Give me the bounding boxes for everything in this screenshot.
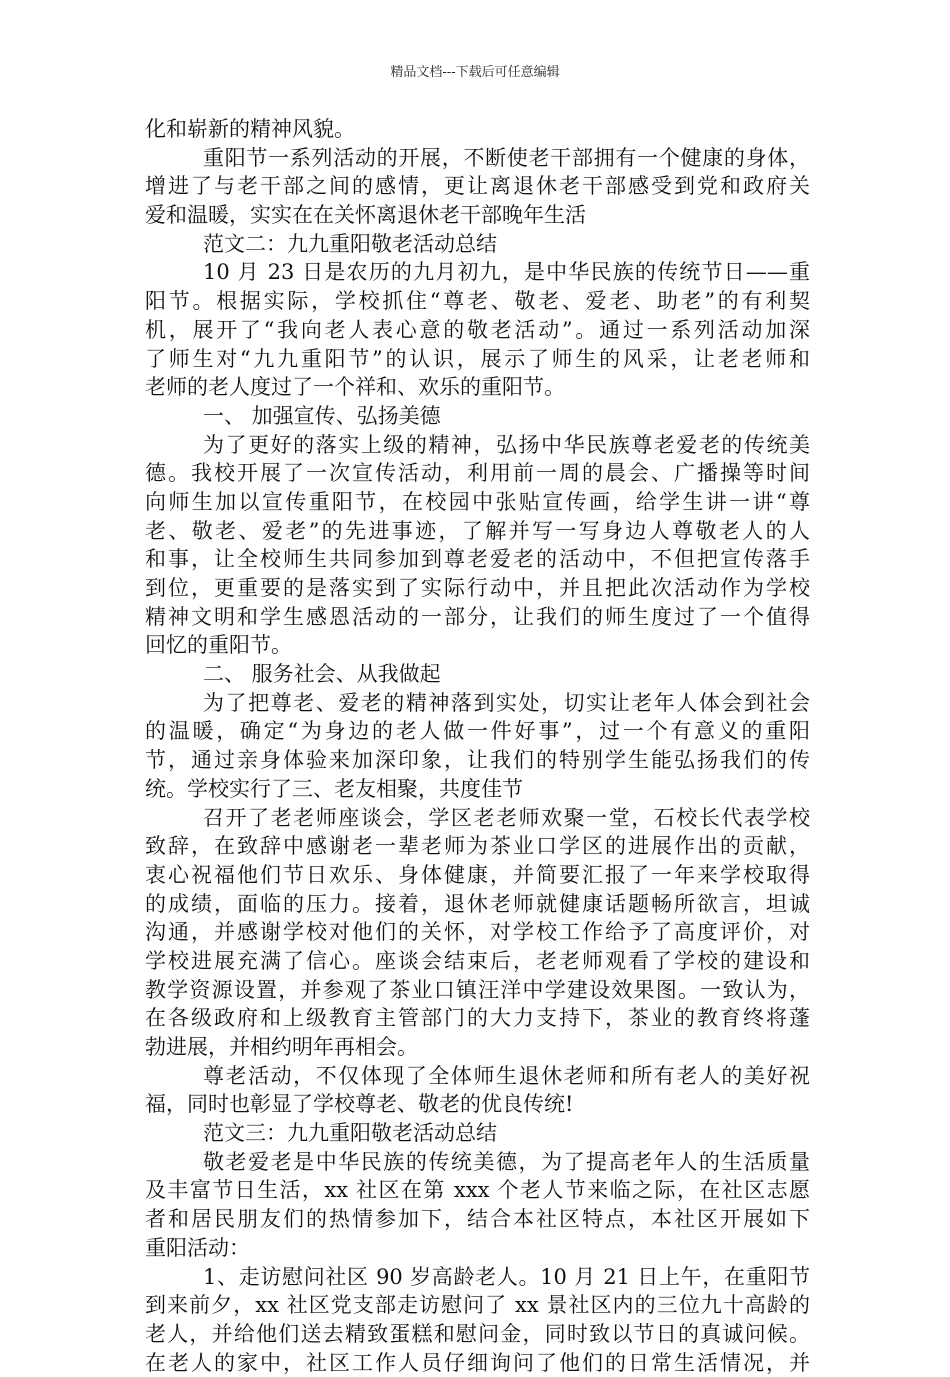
text-line: 学校进展充满了信心。座谈会结束后，老老师观看了学校的建设和 <box>145 948 810 973</box>
text-line: 节，通过亲身体验来加深印象，让我们的特别学生能弘扬我们的传 <box>145 748 810 773</box>
text-line: 敬老爱老是中华民族的传统美德，为了提高老年人的生活质量 <box>203 1149 810 1174</box>
text-line: 重阳节一系列活动的开展，不断使老干部拥有一个健康的身体， <box>203 145 810 170</box>
text-line: 者和居民朋友们的热情参加下，结合本社区特点，本社区开展如下 <box>145 1207 810 1232</box>
text-line: 在老人的家中，社区工作人员仔细询问了他们的日常生活情况，并 <box>145 1350 810 1375</box>
document-body <box>145 115 810 1377</box>
text-line: 老师的老人度过了一个祥和、欢乐的重阳节。 <box>145 375 565 400</box>
text-line: 一、 加强宣传、弘扬美德 <box>203 403 441 428</box>
text-line: 的成绩，面临的压力。接着，退休老师就健康话题畅所欲言，坦诚 <box>145 891 810 916</box>
text-line: 化和崭新的精神风貌。 <box>145 117 355 141</box>
text-line: 范文二：九九重阳敬老活动总结 <box>203 231 497 256</box>
text-line: 统。学校实行了三、老友相聚，共度佳节 <box>145 776 523 801</box>
text-line: 精神文明和学生感恩活动的一部分，让我们的师生度过了一个值得 <box>145 604 810 629</box>
text-line: 1、走访慰问社区 90 岁高龄老人。10 月 21 日上午，在重阳节 <box>203 1264 810 1289</box>
text-line: 致辞，在致辞中感谢老一辈老师为茶业口学区的进展作出的贡献， <box>145 834 810 859</box>
text-line: 到来前夕，xx 社区党支部走访慰问了 xx 景社区内的三位九十高龄的 <box>145 1293 810 1318</box>
text-line: 到位，更重要的是落实到了实际行动中，并且把此次活动作为学校 <box>145 576 810 600</box>
text-line: 的温暖，确定“为身边的老人做一件好事”，过一个有意义的重阳 <box>145 719 810 744</box>
text-line: 衷心祝福他们节日欢乐、身体健康，并简要汇报了一年来学校取得 <box>145 862 810 887</box>
text-line: 为了把尊老、爱老的精神落到实处，切实让老年人体会到社会 <box>203 690 810 715</box>
page-header: 精品文档---下载后可任意编辑 <box>390 65 560 80</box>
text-line: 重阳活动： <box>145 1235 250 1260</box>
text-line: 二、 服务社会、从我做起 <box>203 662 441 687</box>
text-line: 沟通，并感谢学校对他们的关怀，对学校工作给予了高度评价，对 <box>145 920 810 945</box>
text-line: 阳节。根据实际，学校抓住“尊老、敬老、爱老、助老”的有利契 <box>145 289 810 314</box>
text-line: 了师生对“九九重阳节”的认识，展示了师生的风采，让老老师和 <box>145 346 810 371</box>
text-line: 10 月 23 日是农历的九月初九，是中华民族的传统节日——重 <box>203 260 810 285</box>
text-line: 在各级政府和上级教育主管部门的大力支持下，茶业的教育终将蓬 <box>145 1006 810 1031</box>
text-line: 和事，让全校师生共同参加到尊老爱老的活动中，不但把宣传落手 <box>145 547 810 572</box>
text-line: 德。我校开展了一次宣传活动，利用前一周的晨会、广播操等时间 <box>145 461 810 486</box>
text-line: 回忆的重阳节。 <box>145 633 292 658</box>
text-line: 召开了老老师座谈会，学区老老师欢聚一堂，石校长代表学校 <box>203 805 810 830</box>
text-line: 勃进展，并相约明年再相会。 <box>145 1035 418 1059</box>
text-line: 增进了与老干部之间的感情，更让离退休老干部感受到党和政府关 <box>145 174 810 199</box>
text-line: 向师生加以宣传重阳节，在校园中张贴宣传画，给学生讲一讲“尊 <box>145 489 810 514</box>
text-line: 及丰富节日生活，xx 社区在第 xxx 个老人节来临之际，在社区志愿 <box>145 1178 810 1203</box>
text-line: 爱和温暖，实实在在关怀离退休老干部晚年生活 <box>145 203 586 228</box>
text-line: 教学资源设置，并参观了茶业口镇汪洋中学建设效果图。一致认为， <box>145 977 810 1002</box>
text-line: 范文三：九九重阳敬老活动总结 <box>203 1121 497 1146</box>
text-line: 老人，并给他们送去精致蛋糕和慰问金，同时致以节日的真诚问候。 <box>145 1321 810 1346</box>
text-line: 为了更好的落实上级的精神，弘扬中华民族尊老爱老的传统美 <box>203 432 810 457</box>
text-line: 老、敬老、爱老”的先进事迹，了解并写一写身边人尊敬老人的人 <box>145 518 810 543</box>
text-line: 机，展开了“我向老人表心意的敬老活动”。通过一系列活动加深 <box>145 317 810 342</box>
text-line: 福，同时也彰显了学校尊老、敬老的优良传统! <box>145 1092 574 1117</box>
text-line: 尊老活动，不仅体现了全体师生退休老师和所有老人的美好祝 <box>203 1063 810 1088</box>
